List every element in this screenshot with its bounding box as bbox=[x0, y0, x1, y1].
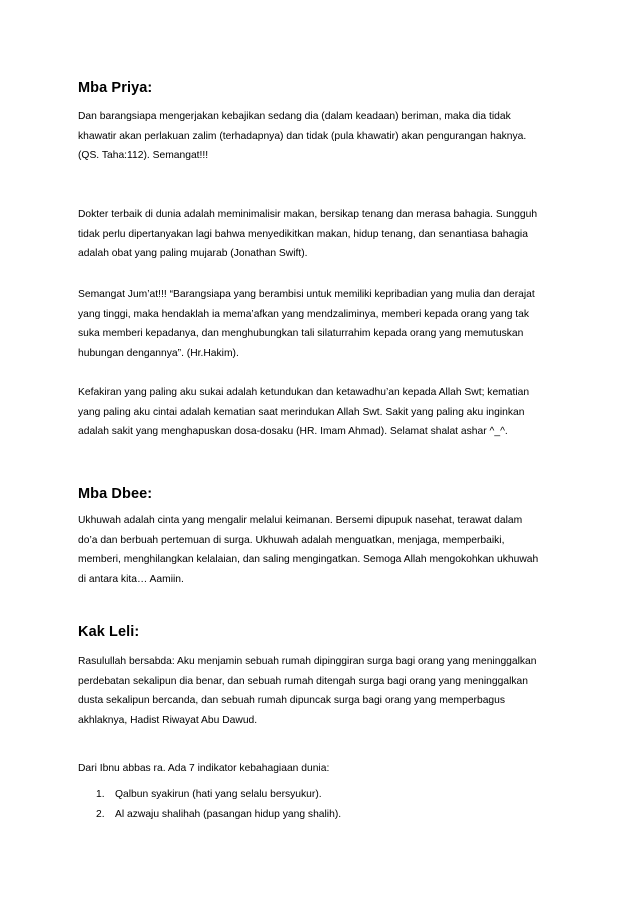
text-line: Dari Ibnu abbas ra. Ada 7 indikator kebahagiaan dunia: bbox=[78, 763, 330, 774]
paragraph-semangat-jumat bbox=[78, 285, 568, 363]
text-line: Dan barangsiapa mengerjakan kebajikan sedang dia (dalam keadaan) beriman, maka dia tidak bbox=[78, 111, 511, 122]
text-line: yang paling aku cintai adalah kematian saat merindukan Allah Swt. Sakit yang paling aku inginkan bbox=[78, 406, 525, 418]
list-item-number: 1. bbox=[96, 789, 105, 800]
paragraph-taha-quote bbox=[78, 107, 568, 166]
text-line: Ukhuwah adalah cinta yang mengalir melalui keimanan. Bersemi dipupuk nasehat, terawat dalam bbox=[78, 515, 523, 526]
indikator-list bbox=[78, 785, 568, 824]
text-line: suka memberi kepadanya, dan menghubungkan tali silaturrahim kepada orang yang memutuskan bbox=[78, 328, 524, 339]
text-line: do’a dan berbuah pertemuan di surga. Ukhuwah adalah menguatkan, menjaga, memperbaiki, bbox=[78, 534, 505, 546]
text-line: adalah obat yang paling mujarab (Jonathan Swift). bbox=[78, 248, 308, 259]
text-line: yang tinggi, maka hendaklah ia mema’afkan yang mendzaliminya, memberi kepada orang yang tak bbox=[78, 308, 530, 320]
text-line: tidak perlu dipertanyakan lagi bahwa menyedikitkan makan, hidup tenang, dan senantiasa bahagia bbox=[78, 228, 528, 240]
list-item-number: 2. bbox=[96, 808, 105, 820]
text-line: adalah sakit yang menghapuskan dosa-dosaku (HR. Imam Ahmad). Selamat shalat ashar ^_^. bbox=[78, 426, 508, 437]
section-heading-mba-dbee: Mba Dbee: bbox=[78, 486, 153, 502]
text-line: Semangat Jum’at!!! “Barangsiapa yang berambisi untuk memiliki kepribadian yang mulia dan derajat bbox=[78, 289, 535, 300]
text-line: (QS. Taha:112). Semangat!!! bbox=[78, 150, 209, 161]
text-line: Kefakiran yang paling aku sukai adalah ketundukan dan ketawadhu’an kepada Allah Swt; kematian bbox=[78, 387, 530, 398]
text-line: Dokter terbaik di dunia adalah meminimalisir makan, bersikap tenang dan merasa bahagia. Sungguh bbox=[78, 209, 538, 220]
paragraph-ibnu-abbas bbox=[78, 759, 568, 779]
paragraph-rasulullah-bersabda bbox=[78, 652, 568, 730]
paragraph-kefakiran bbox=[78, 383, 568, 442]
list-item-text: Al azwaju shalihah (pasangan hidup yang shalih). bbox=[115, 808, 342, 820]
list-item bbox=[78, 805, 568, 825]
paragraph-ukhuwah bbox=[78, 511, 568, 589]
text-line: memberi, menghilangkan kelalaian, dan saling mengingatkan. Semoga Allah mengokohkan ukhuwah bbox=[78, 554, 539, 565]
text-line: akhlaknya, Hadist Riwayat Abu Dawud. bbox=[78, 714, 258, 726]
text-line: di antara kita… Aamiin. bbox=[78, 573, 184, 585]
text-line: khawatir akan perlakuan zalim (terhadapnya) dan tidak (pula khawatir) akan pengurangan haknya. bbox=[78, 130, 527, 142]
text-line: hubungan dengannya”. (Hr.Hakim). bbox=[78, 347, 239, 359]
paragraph-dokter-terbaik bbox=[78, 205, 568, 264]
text-line: perdebatan sekalipun dia benar, dan sebuah rumah ditengah surga bagi orang yang meninggalkan bbox=[78, 675, 528, 687]
text-line: Rasulullah bersabda: Aku menjamin sebuah rumah dipinggiran surga bagi orang yang meninggalkan bbox=[78, 656, 537, 667]
section-heading-mba-priya: Mba Priya: bbox=[78, 80, 153, 96]
list-item-text: Qalbun syakirun (hati yang selalu bersyukur). bbox=[115, 789, 322, 800]
section-heading-kak-leli: Kak Leli: bbox=[78, 624, 140, 640]
list-item bbox=[78, 785, 568, 805]
text-line: dusta sekalipun bercanda, dan sebuah rumah dipuncak surga bagi orang yang memperbagus bbox=[78, 695, 506, 706]
